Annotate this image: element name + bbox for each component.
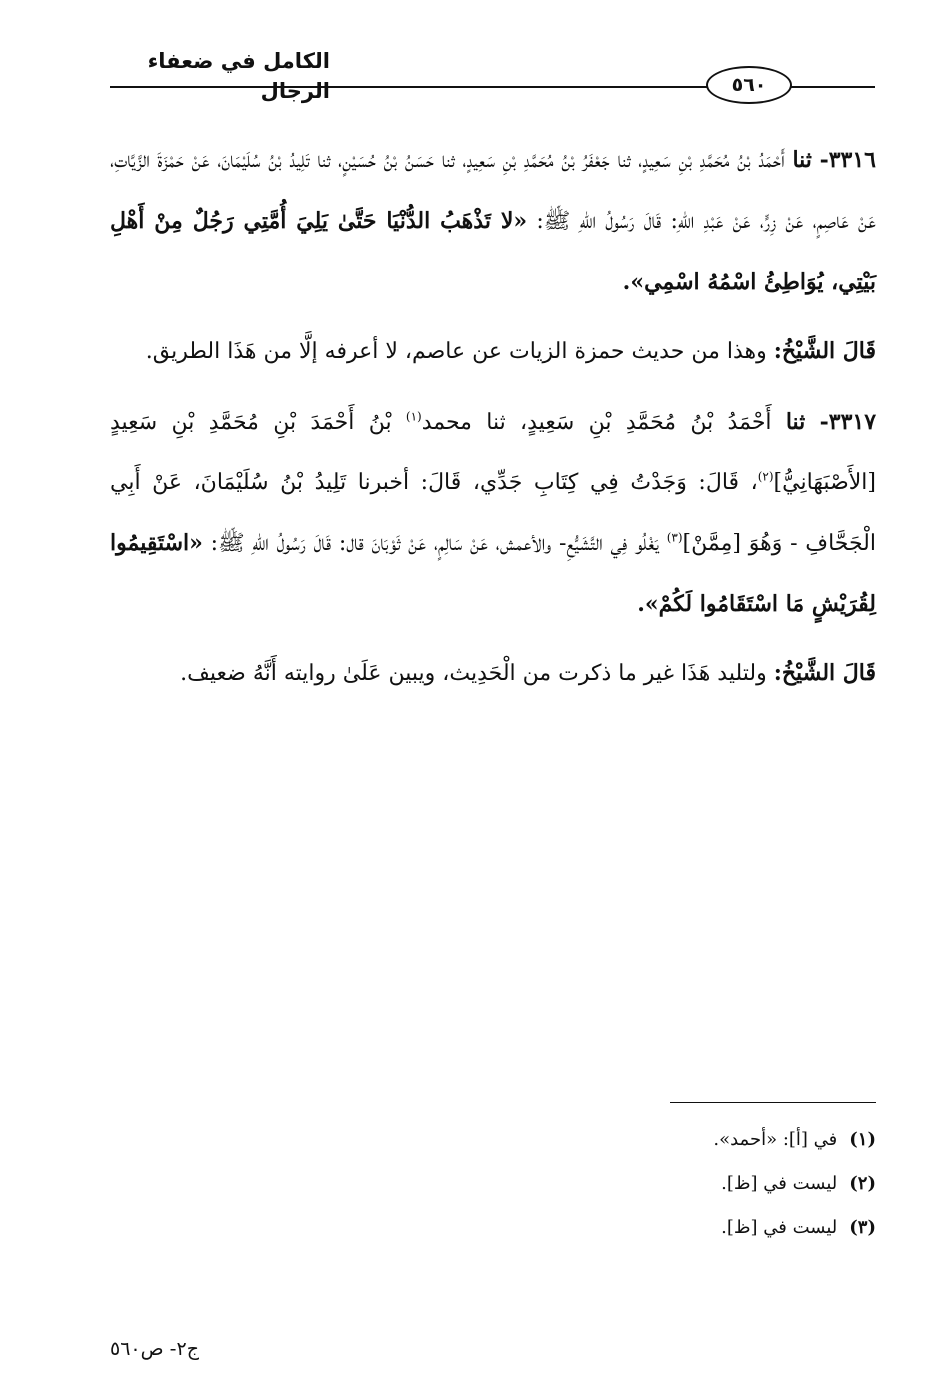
hadith-number: ٣٣١٧-: [819, 409, 877, 435]
footnote-ref[interactable]: (١): [405, 409, 422, 424]
hadith-entry-3316: [110, 130, 876, 313]
footnote-number: (١): [849, 1129, 876, 1150]
footnote-number: (٣): [849, 1217, 876, 1238]
footnotes: [110, 1118, 876, 1250]
hadith-entry-3317: [110, 392, 876, 635]
comment-text: ولتليد هَذَا غير ما ذكرت من الْحَدِيث، ويبين عَلَىٰ روايته أَنَّهُ ضعيف.: [180, 661, 767, 686]
footnote-text: ليست في [ظ].: [721, 1217, 838, 1238]
page-number-badge: [706, 66, 792, 104]
matn-text: «لا تَذْهَبُ الدُّنْيَا حَتَّىٰ يَلِيَ أُمَّتِي رَجُلٌ مِنْ أَهْلِ بَيْتِي، يُوَاطِئُ اسْمُهُ اسْمِي».: [110, 208, 876, 295]
footnote-separator: [670, 1102, 876, 1103]
transmission-keyword: ثنا: [792, 147, 812, 173]
volume-page-reference: ج٢- ص٥٦٠: [110, 1338, 199, 1360]
sheikh-comment: [110, 321, 876, 382]
transmission-keyword: ثنا: [785, 409, 806, 435]
isnad-text: ، قَالَ: وَجَدْتُ فِي كِتَابِ جَدِّي، قَالَ: أخبرنا تَلِيدُ بْنُ سُلَيْمَانَ، عَنْ أَبِي الْجَحَّافِ - وَهُوَ [مِمَّنْ]: [110, 470, 876, 556]
isnad-text: أَحْمَدُ بْنُ مُحَمَّدِ بْنِ سَعِيدٍ، ثنا محمد: [421, 410, 772, 435]
isnad-text: بْنُ أَحْمَدَ بْنِ مُحَمَّدِ بْنِ سَعِيدٍ [الأَصْبَهَانِيُّ]: [110, 410, 876, 495]
footnote-text: في [أ]: «أحمد».: [713, 1129, 838, 1150]
running-head-title: الكامل في ضعفاء الرجال: [147, 49, 330, 103]
footnote-ref[interactable]: (٢): [757, 469, 774, 484]
hadith-number: ٣٣١٦-: [819, 147, 876, 173]
footnote-ref[interactable]: (٣): [666, 530, 683, 545]
page-number: ٥٦٠: [731, 74, 767, 96]
footnote-item: [110, 1162, 876, 1206]
footnote-item: [110, 1206, 876, 1250]
isnad-text: يَغْلُو فِي التَّشَيُّعِ- والأعمش، عَنْ سَالِمٍ، عَنْ ثَوْبَانَ قال: قَالَ رَسُولُ اللهِ ﷺ:: [210, 531, 659, 556]
sheikh-comment: [110, 643, 876, 704]
comment-text: وهذا من حديث حمزة الزيات عن عاصم، لا أعرفه إلَّا من هَذَا الطريق.: [145, 339, 767, 364]
comment-label: قَالَ الشَّيْخُ:: [773, 338, 876, 364]
matn-text: «اسْتَقِيمُوا لِقُرَيْشٍ مَا اسْتَقَامُوا لَكُمْ».: [110, 530, 876, 617]
comment-label: قَالَ الشَّيْخُ:: [773, 660, 876, 686]
main-text: [110, 130, 876, 712]
footnote-item: [110, 1118, 876, 1162]
isnad-text: أَحْمَدُ بْنُ مُحَمَّدِ بْنِ سَعِيدٍ، ثنا جَعْفَرُ بْنُ مُحَمَّدِ بْنِ سَعِيدٍ، ثنا حَسَنُ بْنُ حُسَيْنٍ، ثنا تَلِيدُ بْنُ سُلَيْمَانَ، عَنْ حَمْزَةَ الزَّيَّاتِ، عَنْ عَاصِمٍ، عَنْ زِرٍّ، عَنْ عَبْدِ اللهِ: قَالَ رَسُولُ اللهِ ﷺ:: [110, 148, 876, 234]
footnote-text: ليست في [ظ].: [721, 1173, 838, 1194]
footnote-number: (٢): [849, 1173, 876, 1194]
